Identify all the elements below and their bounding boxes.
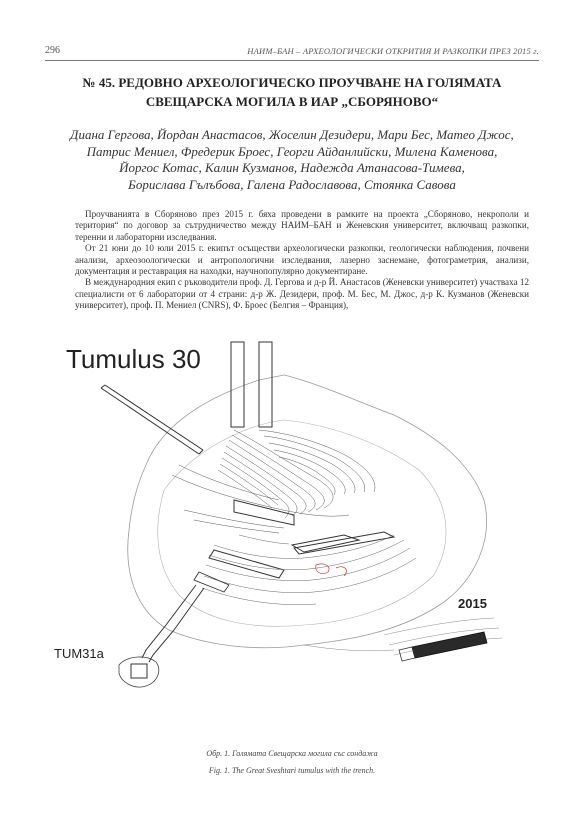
diagonal-wall-edge xyxy=(105,385,203,450)
central-trench xyxy=(209,500,394,578)
paragraph: От 21 юни до 10 юли 2015 г. екипът осъществи археологически разкопки, геологически наблюдения, почвени анализи, археозоологически и антропологични изследвания, лазерно заснемане, фотограметрия, анализи, документация и реставрация на находки, научнопопулярно документиране. xyxy=(75,243,529,277)
author-line: Йоргос Котас, Калин Кузманов, Надежда Атанасова-Тимева, xyxy=(119,160,465,175)
south-path-edge xyxy=(142,585,196,658)
tumulus-outline xyxy=(128,375,487,648)
year-label: 2015 xyxy=(458,596,487,611)
tum31a-mound xyxy=(119,657,159,687)
figure-caption-bulgarian: Обр. 1. Голямата Свещарска могила със сондажа xyxy=(206,749,378,758)
paragraph: Проучванията в Сборяново през 2015 г. бяха проведени в рамките на проекта „Сборяново, некрополи и територия“ по договор за сътрудничество между НАИМ–БАН и Женевския университет, включващ разкопки, теренни и лабораторни изследвания. xyxy=(75,209,529,242)
article-title xyxy=(45,73,539,111)
wall-ends xyxy=(101,385,203,454)
author-line: Патрис Мениел, Фредерик Броес, Георги Айданлийски, Милена Каменова, xyxy=(86,143,498,159)
figure-title: Tumulus 30 xyxy=(66,344,201,374)
figure-caption-english: Fig. 1. The Great Sveshtari tumulus with the trench. xyxy=(208,766,376,775)
author-line: Диана Гергова, Йордан Анастасов, Жоселин Дезидери, Мари Бес, Матео Джос, xyxy=(70,127,514,142)
running-header xyxy=(45,44,539,61)
running-head-title: НАИМ–БАН – АРХЕОЛОГИЧЕСКИ ОТКРИТИЯ И РАЗКОПКИ ПРЕЗ 2015 г. xyxy=(247,46,539,56)
article-body xyxy=(75,209,529,312)
author-list xyxy=(45,127,539,193)
north-trench-left xyxy=(231,342,244,427)
tumulus-plan-drawing xyxy=(54,340,529,735)
author-line: Бориславa Гълъбова, Галена Радославова, Стоянка Савова xyxy=(128,176,456,192)
paragraph: В международния екип с ръководители проф. Д. Гергова и д-р Й. Анастасов (Женевски университет) участваха 12 специалисти от 6 лаборатории от 4 страни: д-р Ж. Дезидери, проф. М. Бес, М. Джос, д-р К. Кузманов (Женевски университет), проф. П. Мениел (CNRS), Ф. Броес (Белгия – Франция), xyxy=(75,277,529,311)
south-path-edge xyxy=(149,588,204,662)
tum31a-trench xyxy=(131,664,147,678)
tum31a-label: TUM31a xyxy=(54,646,104,661)
trench-2015 xyxy=(412,632,487,658)
site-plan-figure xyxy=(54,340,529,735)
trench-2015-start xyxy=(399,647,415,661)
title-line: № 45. РЕДОВНО АРХЕОЛОГИЧЕСКО ПРОУЧВАНЕ НА ГОЛЯМАТА xyxy=(82,75,502,90)
title-line: СВЕЩАРСКА МОГИЛА В ИАР „СБОРЯНОВО“ xyxy=(145,94,439,109)
page-number: 296 xyxy=(45,45,60,56)
excavation-contours xyxy=(172,430,375,533)
north-trench-right xyxy=(259,342,272,427)
diagonal-wall xyxy=(101,388,199,454)
